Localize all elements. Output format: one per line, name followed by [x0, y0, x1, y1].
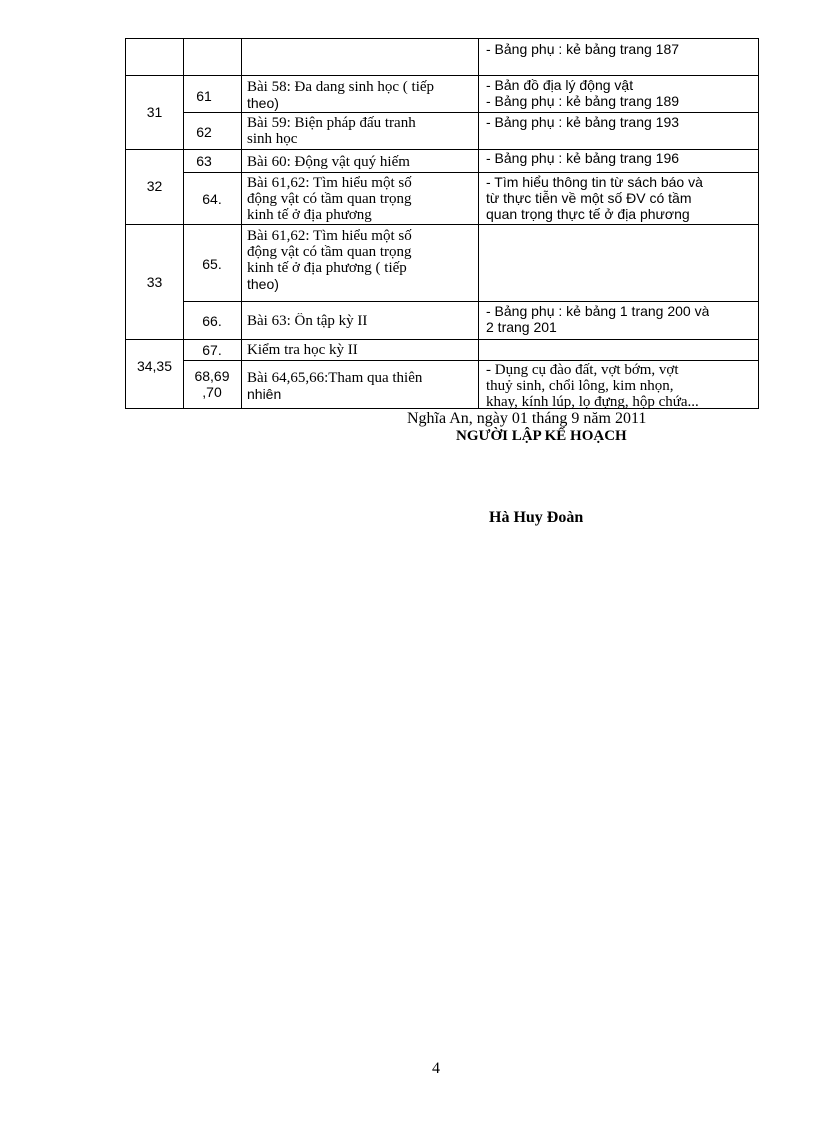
period-cell: 66.	[202, 313, 222, 329]
week-cell: 33	[146, 274, 163, 290]
week-cell: 34,35	[136, 358, 173, 374]
resource-cell: - Dụng cụ đào đất, vợt bớm, vợt thuỷ sinh, chổi lông, kim nhọn, khay, kính lúp, lọ đựng, hộp chứa...	[486, 362, 699, 410]
period-cell: 61	[196, 88, 212, 104]
resource-cell: - Bản đồ địa lý động vật - Bảng phụ : kẻ bảng trang 189	[486, 77, 680, 109]
period-cell: 64.	[202, 191, 222, 207]
period-cell: 63	[196, 153, 212, 169]
period-cell: 68,69 ,70	[194, 368, 230, 400]
lesson-cell: Kiểm tra học kỳ II	[247, 342, 358, 358]
lesson-cell: Bài 59: Biện pháp đấu tranh sinh học	[247, 115, 416, 147]
lesson-cell: Bài 63: Ôn tập kỳ II	[247, 313, 368, 329]
lesson-cell: Bài 61,62: Tìm hiểu một số động vật có tầm quan trọng kinh tế ở địa phương	[247, 175, 412, 223]
lesson-cell: Bài 61,62: Tìm hiểu một số động vật có tầm quan trọng kinh tế ở địa phương ( tiếp theo)	[247, 228, 412, 292]
signer-name: Hà Huy Đoàn	[489, 509, 584, 526]
period-cell: 65.	[202, 256, 222, 272]
week-cell: 31	[146, 104, 163, 120]
resource-cell: - Bảng phụ : kẻ bảng 1 trang 200 và 2 trang 201	[486, 303, 710, 335]
resource-cell: - Bảng phụ : kẻ bảng trang 196	[486, 150, 680, 166]
page-number: 4	[432, 1060, 440, 1077]
resource-cell: - Tìm hiểu thông tin từ sách báo và từ thực tiễn về một số ĐV có tầm quan trọng thực tế ở địa phương	[486, 174, 703, 222]
signer-role: NGƯỜI LẬP KẾ HOẠCH	[456, 428, 627, 444]
resource-cell: - Bảng phụ : kẻ bảng trang 193	[486, 114, 680, 130]
period-cell: 67.	[202, 342, 222, 358]
lesson-cell: Bài 64,65,66:Tham qua thiên nhiên	[247, 370, 423, 402]
lesson-cell: Bài 58: Đa dang sinh học ( tiếp theo)	[247, 79, 435, 111]
lesson-cell: Bài 60: Động vật quý hiếm	[247, 154, 410, 170]
resource-cell: - Bảng phụ : kẻ bảng trang 187	[486, 41, 680, 57]
week-cell: 32	[146, 178, 163, 194]
period-cell: 62	[196, 124, 212, 140]
place-date: Nghĩa An, ngày 01 tháng 9 năm 2011	[407, 410, 647, 427]
